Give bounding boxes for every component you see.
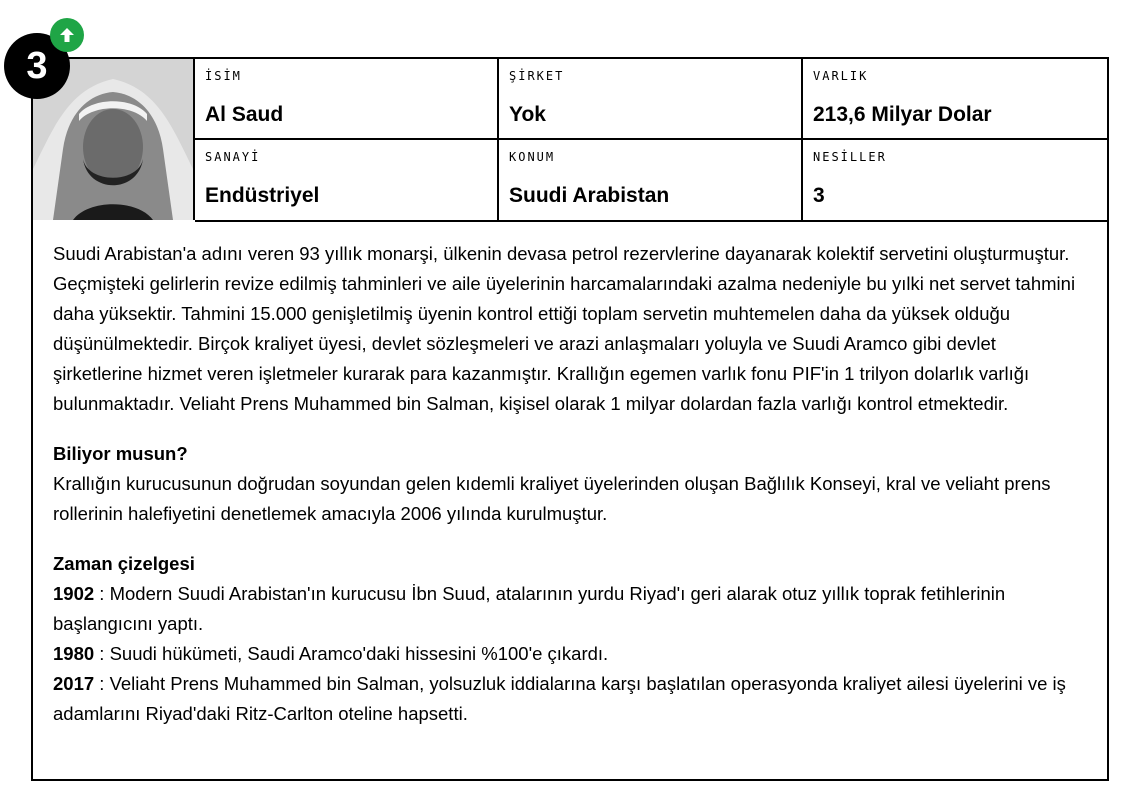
rank-up-badge (50, 18, 84, 52)
industry-label: SANAYİ (205, 149, 261, 164)
generations-cell (803, 140, 1107, 221)
did-you-know-text: Krallığın kurucusunun doğrudan soyundan gelen kıdemli kraliyet üyelerinden oluşan Bağlılık Konseyi, kral ve veliaht prens rollerinin halefiyetini denetlemek amacıyla 2006 yılında kurulmuştur. (53, 473, 1051, 524)
rank-badge: 3 (4, 33, 70, 99)
name-label: İSİM (205, 69, 242, 83)
name-value: Al Saud (205, 103, 284, 126)
wealth-value: 213,6 Milyar Dolar (813, 103, 992, 126)
timeline-item (53, 639, 1085, 669)
location-cell (499, 140, 803, 221)
wealth-label: VARLIK (813, 69, 869, 83)
company-cell (499, 59, 803, 140)
timeline-year: 1902 (53, 583, 95, 604)
arrow-up-icon (58, 26, 76, 44)
timeline-heading: Zaman çizelgesi (53, 553, 195, 574)
timeline-text: : Modern Suudi Arabistan'ın kurucusu İbn Suud, atalarının yurdu Riyad'ı geri alarak otuz yıllık toprak fetihlerinin başlangıcını yaptı. (53, 583, 1006, 634)
timeline-year: 1980 (53, 643, 95, 664)
profile-card (31, 57, 1109, 781)
profile-body (53, 239, 1085, 729)
timeline-text: : Veliaht Prens Muhammed bin Salman, yolsuzluk iddialarına karşı başlatılan operasyonda kraliyet ailesi üyelerini ve iş adamlarını Riyad'daki Ritz-Carlton oteline hapsetti. (53, 673, 1066, 724)
location-label: KONUM (509, 149, 556, 164)
generations-label: NESİLLER (813, 149, 887, 164)
did-you-know-heading: Biliyor musun? (53, 443, 188, 464)
profile-info-grid (195, 59, 1107, 222)
wealth-cell (803, 59, 1107, 140)
industry-cell (195, 140, 499, 221)
timeline-item (53, 579, 1085, 639)
description-paragraph: Suudi Arabistan'a adını veren 93 yıllık monarşi, ülkenin devasa petrol rezervlerine dayanarak kolektif servetini oluşturmuştur. Geçmişteki gelirlerin revize edilmiş tahminleri ve aile üyelerinin harcamalarındaki azalma nedeniyle bu yılki net servet tahmini daha yüksektir. Tahmini 15.000 genişletilmiş üyenin kontrol ettiği toplam servetin muhtemelen daha da yüksek olduğu düşünülmektedir. Birçok kraliyet üyesi, devlet sözleşmeleri ve arazi anlaşmaları yoluyla ve Suudi Aramco gibi devlet şirketlerine hizmet veren işletmeler kurarak para kazanmıştır. Krallığın egemen varlık fonu PIF'in 1 trilyon dolarlık varlığı bulunmaktadır. Veliaht Prens Muhammed bin Salman, kişisel olarak 1 milyar dolardan fazla varlığı kontrol etmektedir. (53, 243, 1076, 414)
timeline-year: 2017 (53, 673, 95, 694)
timeline-item (53, 669, 1085, 729)
name-cell (195, 59, 499, 140)
company-label: ŞİRKET (509, 69, 565, 83)
industry-value: Endüstriyel (205, 183, 320, 207)
generations-value: 3 (813, 183, 825, 207)
timeline-text: : Suudi hükümeti, Saudi Aramco'daki hissesini %100'e çıkardı. (94, 643, 609, 664)
location-value: Suudi Arabistan (509, 183, 670, 207)
company-value: Yok (509, 103, 546, 126)
